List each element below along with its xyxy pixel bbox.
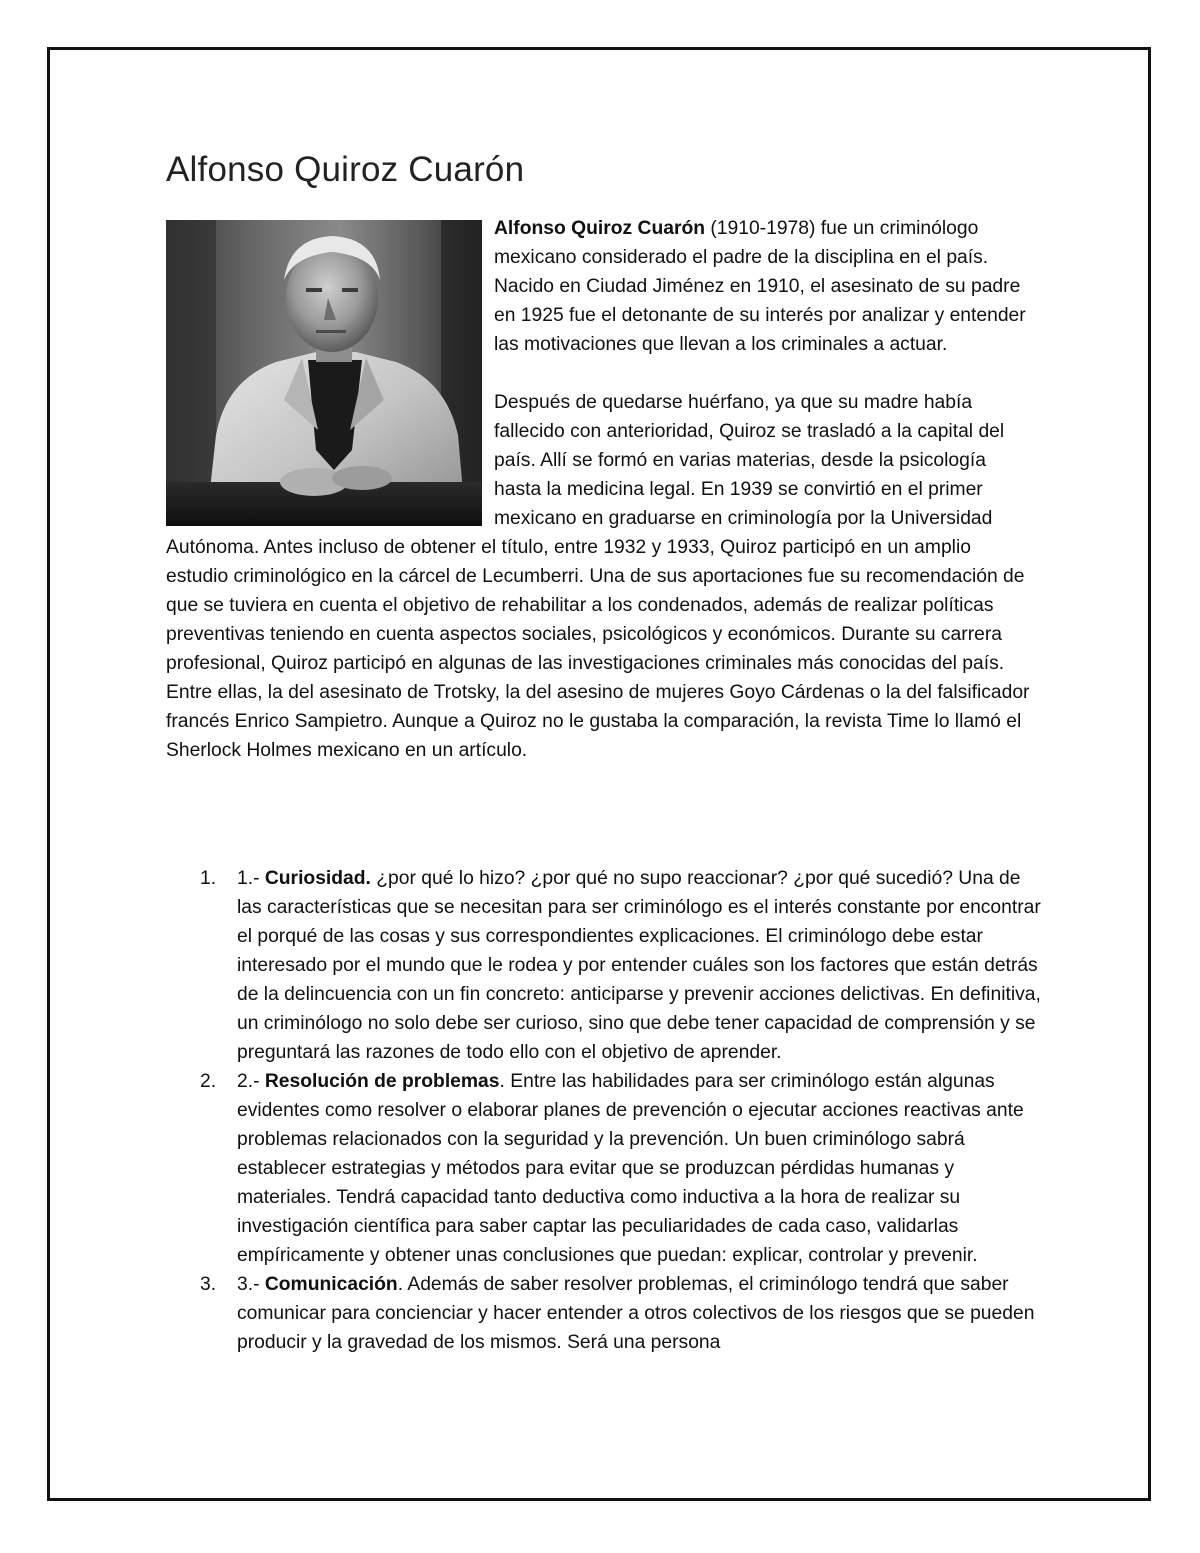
list-item-text: . Entre las habilidades para ser criminólogo están algunas evidentes como resolver o elaborar planes de prevención o ejecutar acciones reactivas ante problemas relacionados con la seguridad y la prevención. Un buen criminólogo sabrá establecer estrategias y métodos para evitar que se produzcan pérdidas humanas y materiales. Tendrá capacidad tanto deductiva como inductiva a la hora de realizar su investigación científica para saber captar las peculiaridades de cada caso, validarlas empíricamente y obtener unas conclusiones que puedan: explicar, controlar y prevenir.	[237, 1071, 1024, 1266]
intro-paragraph-2: Después de quedarse huérfano, ya que su madre había fallecido con anterioridad, Quiroz se trasladó a la capital del país. Allí se formó en varias materias, desde la psicología hasta la medicina legal. En 1939 se convirtió en el primer mexicano en graduarse en criminología por la Universidad Autónoma. Antes incluso de obtener el título, entre 1932 y 1933, Quiroz participó en un amplio estudio criminológico en la cárcel de Lecumberri. Una de sus aportaciones fue su recomendación de que se tuviera en cuenta el objetivo de rehabilitar a los condenados, además de realizar políticas preventivas teniendo en cuenta aspectos sociales, psicológicos y económicos. Durante su carrera profesional, Quiroz participó en algunas de las investigaciones criminales más conocidas del país. Entre ellas, la del asesinato de Trotsky, la del asesino de mujeres Goyo Cárdenas o la del falsificador francés Enrico Sampietro. Aunque a Quiroz no le gustaba la comparación, la revista Time lo llamó el Sherlock Holmes mexicano en un artículo.	[166, 392, 1030, 761]
list-item-text: . Además de saber resolver problemas, el criminólogo tendrá que saber comunicar para concienciar y hacer entender a otros colectivos de los riesgos que se pueden producir y la gravedad de los mismos. Será una persona	[237, 1274, 1035, 1353]
intro-name-bold: Alfonso Quiroz Cuarón	[494, 218, 706, 239]
portrait-photo	[166, 220, 482, 526]
list-item-number: 1.	[200, 868, 217, 889]
intro-paragraph-1-text: (1910-1978) fue un criminólogo mexicano considerado el padre de la disciplina en el país. Nacido en Ciudad Jiménez en 1910, el asesinato de su padre en 1925 fue el detonante de su interés por analizar y entender las motivaciones que llevan a los criminales a actuar.	[494, 218, 1026, 355]
list-item-prefix: 2.-	[237, 1071, 265, 1092]
list-item-heading: Resolución de problemas	[264, 1071, 500, 1092]
list-item-number: 3.	[200, 1274, 217, 1295]
list-item-text: ¿por qué lo hizo? ¿por qué no supo reaccionar? ¿por qué sucedió? Una de las características que se necesitan para ser criminólogo es el interés constante por encontrar el porqué de las cosas y sus correspondientes explicaciones. El criminólogo debe estar interesado por el mundo que le rodea y por entender cuáles son los factores que están detrás de la delincuencia con un fin concreto: anticiparse y prevenir acciones delictivas. En definitiva, un criminólogo no solo debe ser curioso, sino que debe tener capacidad de comprensión y se preguntará las razones de todo ello con el objetivo de aprender.	[237, 868, 1041, 1063]
list-item-heading: Curiosidad.	[264, 868, 371, 889]
list-item	[166, 1270, 1046, 1357]
list-item	[166, 864, 1046, 1067]
list-item	[166, 1067, 1046, 1270]
skills-list	[166, 864, 1046, 1357]
list-item-prefix: 3.-	[237, 1274, 265, 1295]
list-item-number: 2.	[200, 1071, 217, 1092]
list-item-heading: Comunicación	[264, 1274, 398, 1295]
biography-section	[166, 214, 1036, 765]
list-item-prefix: 1.-	[237, 868, 265, 889]
page-title: Alfonso Quiroz Cuarón	[166, 150, 525, 189]
